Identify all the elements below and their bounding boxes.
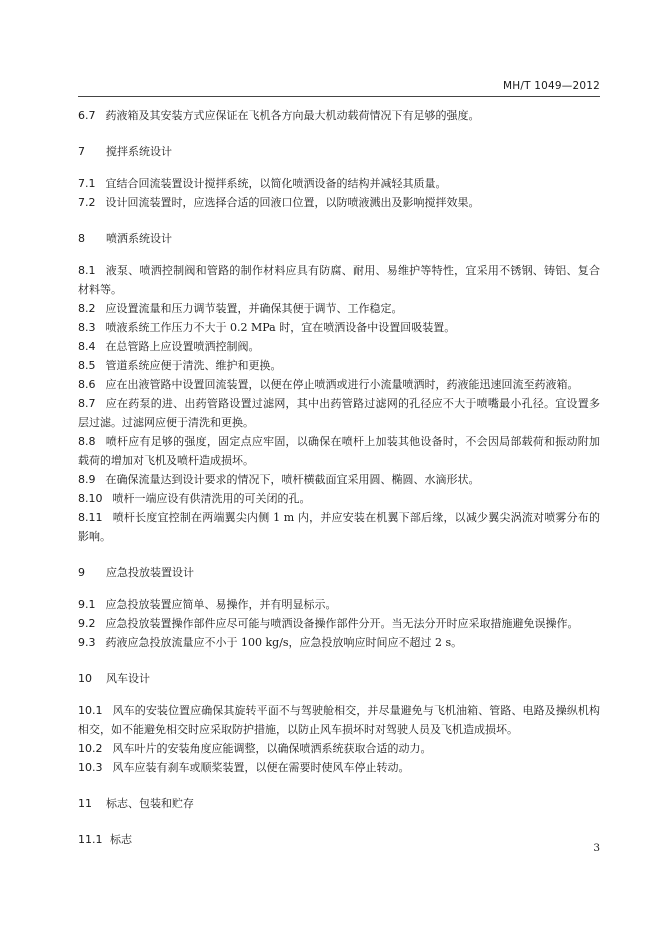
clause-text: 应在出液管路中设置回流装置，以便在停止喷洒或进行小流量喷洒时，药液能迅速回流至药液箱。 — [105, 378, 579, 391]
clause-text: 风车的安装位置应确保其旋转平面不与驾驶舱相交，并尽量避免与飞机油箱、管路、电路及操纵机构相交，如不能避免相交时应采取防护措施，以防止风车损坏时对驾驶人员及飞机造成损坏。 — [78, 704, 600, 736]
clause-text: 应急投放装置应简单、易操作，并有明显标示。 — [105, 598, 337, 611]
document-body — [78, 102, 600, 862]
clause-text: 喷杆一端应设有供清洗用的可关闭的孔。 — [112, 492, 311, 505]
clause-number: 10.1 — [78, 704, 103, 717]
section-number: 7 — [78, 145, 85, 158]
clause-9-2 — [78, 614, 600, 633]
clause-number: 9.2 — [78, 617, 96, 630]
section-10-heading — [78, 669, 600, 688]
clause-text: 应急投放装置操作部件应尽可能与喷洒设备操作部件分开。当无法分开时应采取措施避免误操作。 — [105, 617, 579, 630]
clause-text: 在总管路上应设置喷洒控制阀。 — [105, 340, 260, 353]
subsection-title: 标志 — [110, 833, 132, 846]
clause-8-7 — [78, 394, 600, 432]
clause-text: 喷液系统工作压力不大于 0.2 MPa 时，宜在喷洒设备中设置回吸装置。 — [105, 321, 456, 334]
clause-text: 风车叶片的安装角度应能调整，以确保喷洒系统获取合适的动力。 — [112, 742, 432, 755]
page-number: 3 — [593, 842, 600, 854]
clause-number: 8.9 — [78, 473, 96, 486]
section-number: 10 — [78, 672, 92, 685]
clause-8-1 — [78, 261, 600, 299]
clause-number: 8.11 — [78, 511, 103, 524]
clause-9-1 — [78, 595, 600, 614]
clause-number: 8.7 — [78, 397, 96, 410]
section-title: 风车设计 — [106, 672, 150, 685]
clause-6-7 — [78, 106, 600, 125]
clause-number: 6.7 — [78, 109, 96, 122]
clause-number: 8.8 — [78, 435, 96, 448]
clause-text: 喷杆长度宜控制在两端翼尖内侧 1 m 内，并应安装在机翼下部后缘，以减少翼尖涡流对喷雾分布的影响。 — [78, 511, 600, 543]
section-title: 应急投放装置设计 — [106, 566, 194, 579]
clause-text: 药液应急投放流量应不小于 100 kg/s，应急投放响应时间应不超过 2 s。 — [105, 636, 463, 649]
clause-9-3 — [78, 633, 600, 652]
section-8-heading — [78, 229, 600, 248]
section-title: 喷洒系统设计 — [106, 232, 172, 245]
clause-10-1 — [78, 701, 600, 739]
clause-8-10 — [78, 489, 600, 508]
clause-text: 设计回流装置时，应选择合适的回液口位置，以防喷液溅出及影响搅拌效果。 — [105, 196, 480, 209]
section-9-heading — [78, 563, 600, 582]
clause-number: 8.1 — [78, 264, 96, 277]
clause-text: 管道系统应便于清洗、维护和更换。 — [105, 359, 282, 372]
clause-8-5 — [78, 356, 600, 375]
clause-text: 应在药泵的进、出药管路设置过滤网，其中出药管路过滤网的孔径应不大于喷嘴最小孔径。宜设置多层过滤。过滤网应便于清洗和更换。 — [78, 397, 600, 429]
clause-text: 宜结合回流装置设计搅拌系统，以简化喷洒设备的结构并减轻其质量。 — [105, 177, 447, 190]
document-code: MH/T 1049—2012 — [503, 80, 600, 92]
clause-8-3 — [78, 318, 600, 337]
clause-7-2 — [78, 193, 600, 212]
clause-number: 9.1 — [78, 598, 96, 611]
section-title: 搅拌系统设计 — [106, 145, 172, 158]
clause-7-1 — [78, 174, 600, 193]
clause-number: 9.3 — [78, 636, 96, 649]
section-number: 8 — [78, 232, 85, 245]
clause-number: 8.4 — [78, 340, 96, 353]
clause-8-8 — [78, 432, 600, 470]
clause-number: 8.10 — [78, 492, 103, 505]
clause-8-9 — [78, 470, 600, 489]
clause-8-6 — [78, 375, 600, 394]
clause-text: 应设置流量和压力调节装置，并确保其便于调节、工作稳定。 — [105, 302, 403, 315]
clause-number: 8.2 — [78, 302, 96, 315]
clause-text: 喷杆应有足够的强度，固定点应牢固，以确保在喷杆上加装其他设备时，不会因局部载荷和振动附加载荷的增加对飞机及喷杆造成损坏。 — [78, 435, 600, 467]
clause-8-11 — [78, 508, 600, 546]
clause-number: 7.2 — [78, 196, 96, 209]
clause-number: 10.2 — [78, 742, 103, 755]
clause-text: 在确保流量达到设计要求的情况下，喷杆横截面宜采用圆、椭圆、水滴形状。 — [105, 473, 480, 486]
clause-text: 风车应装有刹车或顺桨装置，以便在需要时使风车停止转动。 — [112, 761, 410, 774]
section-number: 11 — [78, 797, 92, 810]
section-11-heading — [78, 794, 600, 813]
clause-8-4 — [78, 337, 600, 356]
clause-8-2 — [78, 299, 600, 318]
clause-10-3 — [78, 758, 600, 777]
clause-text: 药液箱及其安装方式应保证在飞机各方向最大机动载荷情况下有足够的强度。 — [105, 109, 480, 122]
clause-number: 8.3 — [78, 321, 96, 334]
subsection-number: 11.1 — [78, 833, 103, 846]
section-number: 9 — [78, 566, 85, 579]
section-title: 标志、包装和贮存 — [106, 797, 194, 810]
clause-text: 液泵、喷洒控制阀和管路的制作材料应具有防腐、耐用、易维护等特性，宜采用不锈钢、铸铝、复合材料等。 — [78, 264, 600, 296]
clause-10-2 — [78, 739, 600, 758]
clause-number: 10.3 — [78, 761, 103, 774]
clause-number: 7.1 — [78, 177, 96, 190]
subsection-11-1-heading — [78, 830, 600, 849]
header-rule — [78, 96, 600, 97]
clause-number: 8.5 — [78, 359, 96, 372]
clause-number: 8.6 — [78, 378, 96, 391]
section-7-heading — [78, 142, 600, 161]
